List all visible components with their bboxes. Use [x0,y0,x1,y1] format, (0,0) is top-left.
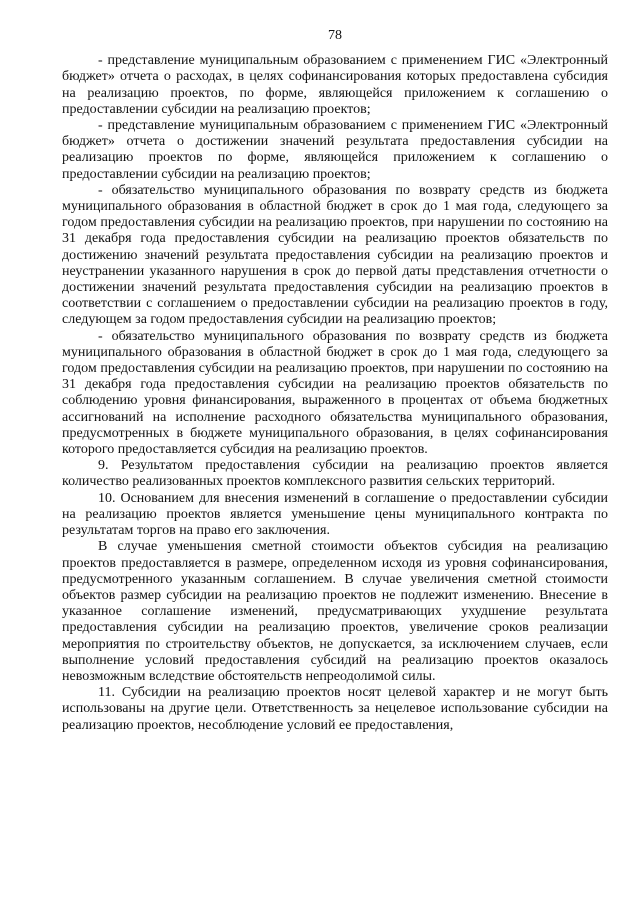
document-page [62,28,608,734]
paragraph-refund-obligation-results: - обязательство муниципального образования по возврату средств из бюджета муниципального образования в областной бюджет в срок до 1 мая года, следующего за годом предоставления субсидии на реализацию проектов, при нарушении по состоянию на 31 декабря года предоставления субсидии на реализацию проектов обязательств по достижению значений результата предоставления субсидии на реализацию проектов и неустранении указанного нарушения в срок до первой даты представления отчетности о достижении значений результата предоставления субсидии на реализацию проектов в соответствии с соглашением о предоставлении субсидии на реализацию проектов в году, следующем за годом предоставления субсидии на реализацию проектов; [62,182,608,328]
paragraph-item-10: 10. Основанием для внесения изменений в соглашение о предоставлении субсидии на реализацию проектов является уменьшение цены муниципального контракта по результатам торгов на право его заключения. [62,490,608,539]
paragraph-cost-change: В случае уменьшения сметной стоимости объектов субсидия на реализацию проектов предоставляется в размере, определенном исходя из уровня софинансирования, предусмотренного указанным соглашением. В случае увеличения сметной стоимости объектов размер субсидии на реализацию проектов не подлежит изменению. Внесение в указанное соглашение изменений, предусматривающих ухудшение результата предоставления субсидии на реализацию проектов, увеличение сроков реализации мероприятия по строительству объектов, не допускается, за исключением случаев, если выполнение условий предоставления субсидий на реализацию проектов оказалось невозможным вследствие обстоятельств непреодолимой силы. [62,539,608,684]
paragraph-refund-obligation-financing: - обязательство муниципального образования по возврату средств из бюджета муниципального образования в областной бюджет в срок до 1 мая года, следующего за годом предоставления субсидии на реализацию проектов, при нарушении по состоянию на 31 декабря года предоставления субсидии на реализацию проектов обязательств по соблюдению уровня финансирования, выраженного в процентах от объема бюджетных ассигнований на исполнение расходного обязательства муниципального образования, предусмотренных в бюджете муниципального образования, в целях софинансирования которого предоставляется субсидия на реализацию проектов. [62,328,608,458]
page-number: 78 [328,28,342,43]
paragraph-item-11: 11. Субсидии на реализацию проектов носят целевой характер и не могут быть использованы на другие цели. Ответственность за нецелевое использование субсидии на реализацию проектов, несоблюдение условий ее предоставления, [62,685,608,733]
paragraph-gis-result-report: - представление муниципальным образованием с применением ГИС «Электронный бюджет» отчета о достижении значений результата предоставления субсидии на реализацию проектов по форме, являющейся приложением к соглашению о предоставлении субсидии на реализацию проектов; [62,118,608,182]
paragraph-item-9: 9. Результатом предоставления субсидии на реализацию проектов является количество реализованных проектов комплексного развития сельских территорий. [62,458,608,490]
paragraph-gis-expense-report: - представление муниципальным образованием с применением ГИС «Электронный бюджет» отчета о расходах, в целях софинансирования которых предоставлена субсидия на реализацию проектов, по форме, являющейся приложением к соглашению о предоставлении субсидии на реализацию проектов; [62,53,608,117]
